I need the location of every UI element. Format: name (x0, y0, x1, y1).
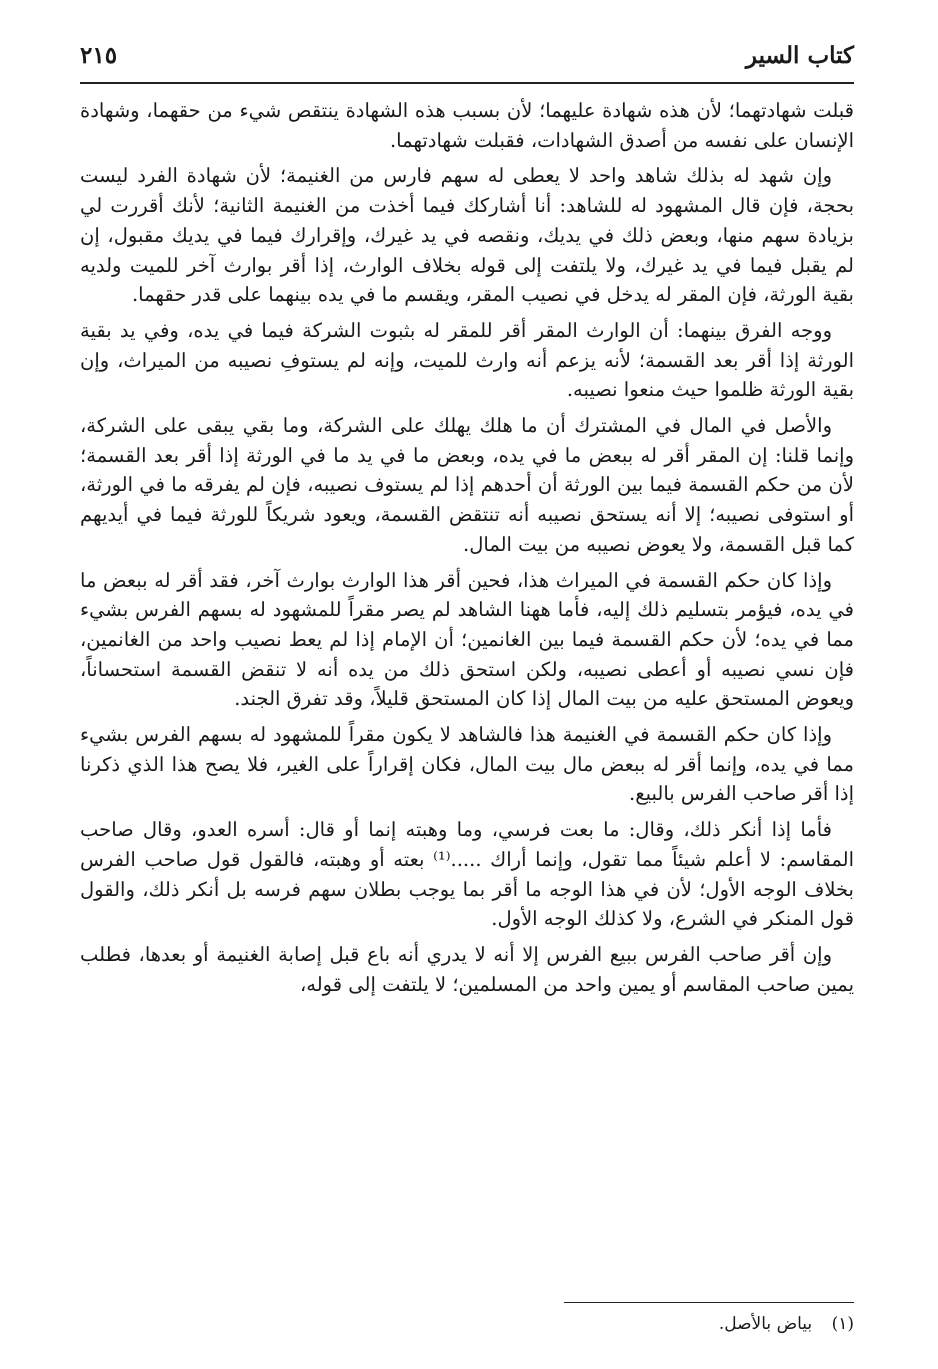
footnote (80, 1312, 854, 1336)
footnote-marker: (١) (831, 1314, 854, 1334)
header-divider (80, 82, 854, 84)
footnote-divider (564, 1302, 854, 1303)
main-text (80, 96, 854, 1005)
paragraph: وإن أقر صاحب الفرس ببيع الفرس إلا أنه لا يدري أنه باع قبل إصابة الغنيمة أو بعدها، فطلب يمين صاحب المقاسم أو يمين واحد من المسلمين؛ لا يلتفت إلى قوله، (80, 942, 854, 996)
paragraph: والأصل في المال في المشترك أن ما هلك يهلك على الشركة، وما بقي يبقى على الشركة، وإنما قلنا: إن المقر أقر له ببعض ما في يده، وبعض ما في يد ما في الورثة إذا أقر بعد القسمة؛ لأن من حكم القسمة فيما بين الورثة أن أحدهم إذا لم يستوف نصيبه، فإن لم يفرقه ما في الورثة، أو استوفى نصيبه؛ إلا أنه يستحق نصيبه أنه تنتقض القسمة، ويعود شريكاً للورثة فيما في أيديهم كما قبل القسمة، ولا يعوض نصيبه من بيت المال. (80, 414, 854, 556)
paragraph: وإن شهد له بذلك شاهد واحد لا يعطى له سهم فارس من الغنيمة؛ لأن شهادة الفرد ليست بحجة، فإن قال المشهود له للشاهد: أنا أشاركك فيما أخذت من الغنيمة الثانية؛ لأنك أقررت لي بزيادة سهم منها، وبعض ذلك في يديك، ونقصه في يد غيرك، وإقرارك فيما في يديك مقبول، إن لم يقبل فيما في يد غيرك، ولا يلتفت إلى قوله بخلاف الوارث، إذا أقر بوارث آخر للميت ولديه بقية الورثة، فإن المقر له يدخل في نصيب المقر، ويقسم ما في يده بينهما على قدر حقهما. (80, 164, 854, 307)
page-header (80, 42, 854, 78)
paragraph: وإذا كان حكم القسمة في الغنيمة هذا فالشاهد لا يكون مقراً للمشهود له بسهم الفرس بشيء مما في يده، وإنما أقر له ببعض مال بيت المال، فكان إقراراً على الغير، فلا يصح هذا الذي ذكرنا إذا أقر صاحب الفرس بالبيع. (80, 723, 854, 806)
running-title: كتاب السير (745, 42, 854, 69)
paragraph: فأما إذا أنكر ذلك، وقال: ما بعت فرسي، وما وهبته إنما أو قال: أسره العدو، وقال صاحب المقاسم: لا أعلم شيئاً مما تقول، وإنما أراك .....⁽¹⁾ بعته أو وهبته، فالقول قول صاحب الفرس بخلاف الوجه الأول؛ لأن في هذا الوجه ما أقر بما يوجب بطلان سهم فرسه بل أنكر ذلك، والقول قول المنكر في الشرع، ولا كذلك الوجه الأول. (80, 818, 854, 931)
page-number: ٢١٥ (80, 42, 118, 69)
paragraph: وإذا كان حكم القسمة في الميراث هذا، فحين أقر هذا الوارث بوارث آخر، فقد أقر له ببعض ما في يده، فيؤمر بتسليم ذلك إليه، فأما ههنا الشاهد لم يصر مقراً للمشهود له بسهم الفرس بشيء مما في يده؛ لأن حكم القسمة فيما بين الغانمين؛ أن الإمام إذا لم يعط نصيب واحد من الغانمين، فإن نسي نصيبه أو أعطى نصيبه، ولكن استحق ذلك من يده أنه لا تنقض القسمة استحساناً، ويعوض المستحق عليه من بيت المال إذا كان المستحق قليلاً، وقد تفرق الجند. (80, 568, 854, 711)
paragraph: قبلت شهادتهما؛ لأن هذه شهادة عليهما؛ لأن بسبب هذه الشهادة ينتقص شيء من حقهما، وشهادة الإنسان على نفسه من أصدق الشهادات، فقبلت شهادتهما. (80, 99, 854, 152)
paragraph: ووجه الفرق بينهما: أن الوارث المقر أقر للمقر له بثبوت الشركة فيما في يده، وفي يد بقية الورثة إذا أقر بعد القسمة؛ لأنه يزعم أنه وارث للميت، وإنه لم يستوفِ نصيبه من الميراث، وإن بقية الورثة ظلموا حيث منعوا نصيبه. (80, 318, 854, 402)
footnote-text: بياض بالأصل. (718, 1314, 813, 1334)
